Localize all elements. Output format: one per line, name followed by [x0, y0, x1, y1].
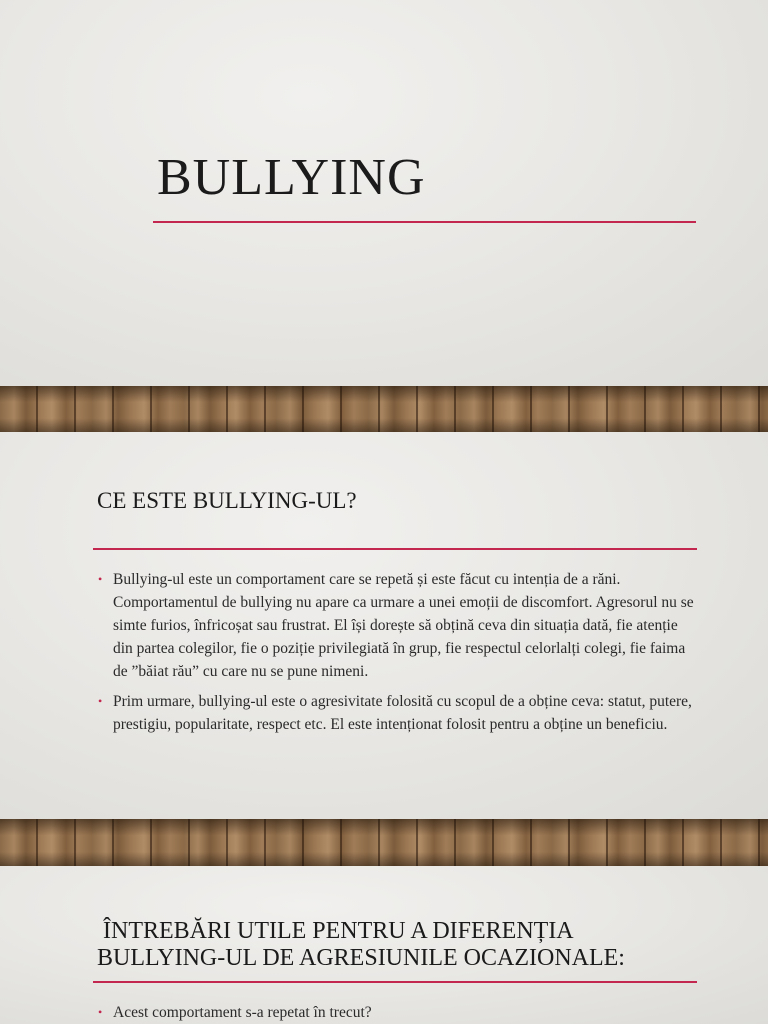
questions-underline: [93, 981, 697, 983]
wood-floor-divider: [0, 819, 768, 866]
bullet-dot-icon: •: [98, 572, 103, 586]
list-item: [98, 1001, 694, 1024]
slide-questions: [0, 866, 768, 1024]
questions-heading-line-2: BULLYING-UL DE AGRESIUNILE OCAZIONALE:: [97, 945, 625, 971]
wood-floor-divider: [0, 386, 768, 432]
bullet-text: Prim urmare, bullying-ul este o agresivitate folosită cu scopul de a obține ceva: statut, putere, prestigiu, popularitate, respect etc. El este intenționat folosit pentru a obține un beneficiu.: [113, 693, 692, 733]
definition-underline: [93, 548, 697, 550]
questions-heading-line-1: ÎNTREBĂRI UTILE PENTRU A DIFERENȚIA: [97, 918, 574, 944]
title-underline: [153, 221, 696, 223]
bullet-text: Acest comportament s-a repetat în trecut?: [113, 1004, 372, 1021]
bullet-dot-icon: •: [98, 694, 103, 708]
questions-bullet-list: [98, 1001, 694, 1024]
list-item: [98, 690, 694, 736]
slide-title: [0, 0, 768, 386]
questions-heading: [97, 918, 625, 972]
definition-bullet-list: [98, 568, 694, 743]
list-item: [98, 568, 694, 683]
bullet-text: Bullying-ul este un comportament care se repetă și este făcut cu intenția de a răni. Comportamentul de bullying nu apare ca urmare a unei emoții de discomfort. Agresorul nu se simte furios, înfricoșat sau frustrat. El își dorește să obțină ceva din situația dată, fie atenție din partea colegilor, fie o poziție privilegiată în grup, fie respectul celorlalți colegi, fie faima de ”băiat rău” cu care nu se pune nimeni.: [113, 571, 694, 680]
slide-definition: [0, 432, 768, 819]
slide-title-heading: BULLYING: [157, 149, 426, 206]
bullet-dot-icon: •: [98, 1005, 103, 1019]
definition-heading: CE ESTE BULLYING-UL?: [97, 488, 357, 513]
